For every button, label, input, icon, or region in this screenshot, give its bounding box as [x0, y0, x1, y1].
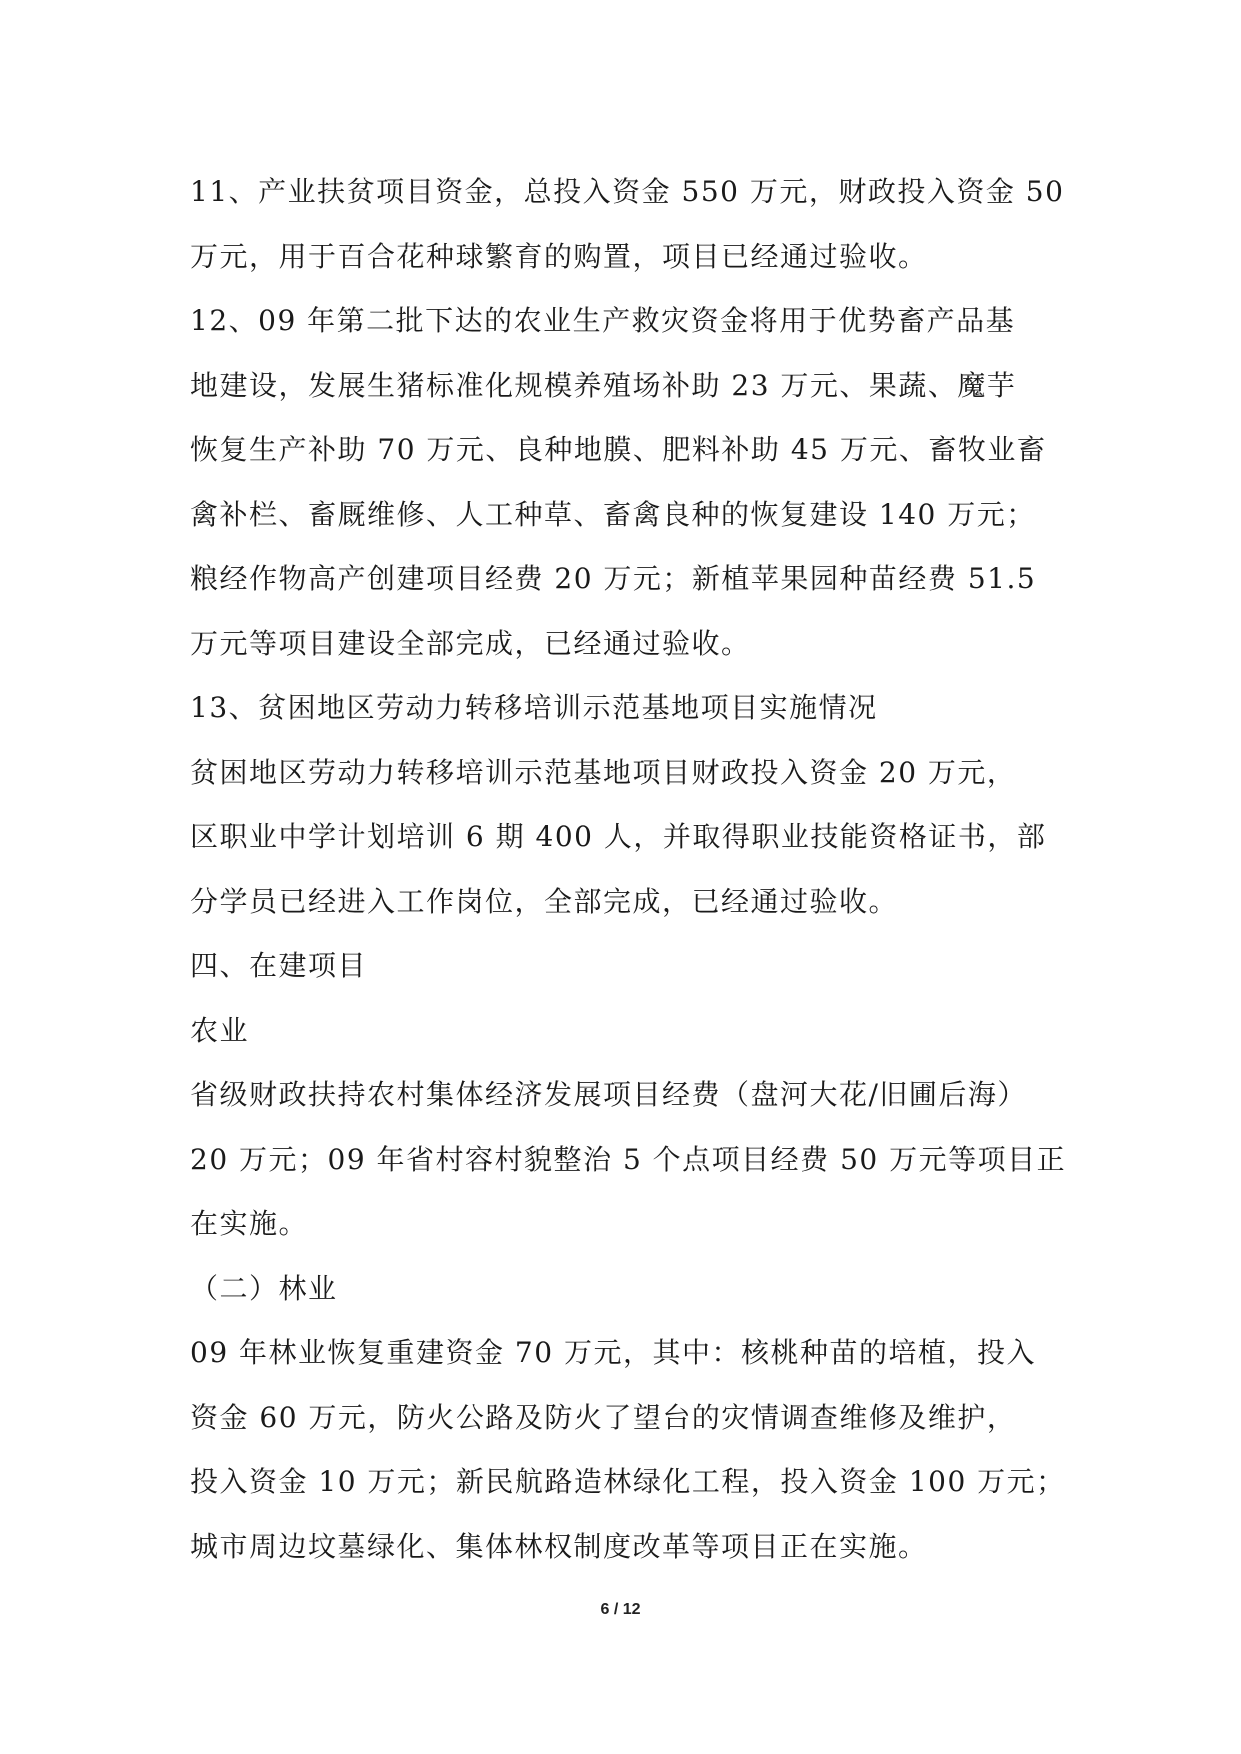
text-line: 万元等项目建设全部完成，已经通过验收。 — [190, 626, 751, 660]
text-line: 地建设，发展生猪标准化规模养殖场补助 23 万元、果蔬、魔芋 — [190, 368, 1017, 402]
text-line: 万元，用于百合花种球繁育的购置，项目已经通过验收。 — [190, 239, 928, 273]
text-line: 城市周边坟墓绿化、集体林权制度改革等项目正在实施。 — [190, 1529, 928, 1563]
text-line: 粮经作物高产创建项目经费 20 万元；新植苹果园种苗经费 51.5 — [190, 562, 1037, 595]
text-line: 20 万元；09 年省村容村貌整治 5 个点项目经费 50 万元等项目正 — [190, 1142, 1067, 1176]
text-line: 11、产业扶贫项目资金，总投入资金 550 万元，财政投入资金 50 — [190, 175, 1065, 208]
page-number: 6 / 12 — [600, 1601, 641, 1618]
document-body — [190, 160, 1067, 1579]
text-line: 分学员已经进入工作岗位，全部完成，已经通过验收。 — [190, 884, 899, 918]
text-line: 13、贫困地区劳动力转移培训示范基地项目实施情况 — [190, 691, 878, 724]
subsection-heading: 农业 — [190, 1013, 250, 1047]
text-line: 资金 60 万元，防火公路及防火了望台的灾情调查维修及维护， — [190, 1400, 1017, 1434]
text-line: 贫困地区劳动力转移培训示范基地项目财政投入资金 20 万元， — [190, 755, 1017, 789]
subsection-heading: （二）林业 — [190, 1271, 338, 1305]
text-line: 恢复生产补助 70 万元、良种地膜、肥料补助 45 万元、畜牧业畜 — [190, 433, 1047, 466]
text-line: 12、09 年第二批下达的农业生产救灾资金将用于优势畜产品基 — [190, 304, 1016, 337]
text-line: 禽补栏、畜厩维修、人工种草、畜禽良种的恢复建设 140 万元； — [190, 497, 1036, 531]
text-line: 投入资金 10 万元；新民航路造林绿化工程，投入资金 100 万元； — [190, 1465, 1066, 1498]
text-line: 在实施。 — [190, 1207, 309, 1240]
section-heading: 四、在建项目 — [190, 949, 368, 982]
text-line: 省级财政扶持农村集体经济发展项目经费（盘河大花/旧圃后海） — [190, 1078, 1027, 1111]
text-line: 09 年林业恢复重建资金 70 万元，其中：核桃种苗的培植，投入 — [190, 1336, 1036, 1369]
text-line: 区职业中学计划培训 6 期 400 人，并取得职业技能资格证书，部 — [190, 820, 1047, 853]
